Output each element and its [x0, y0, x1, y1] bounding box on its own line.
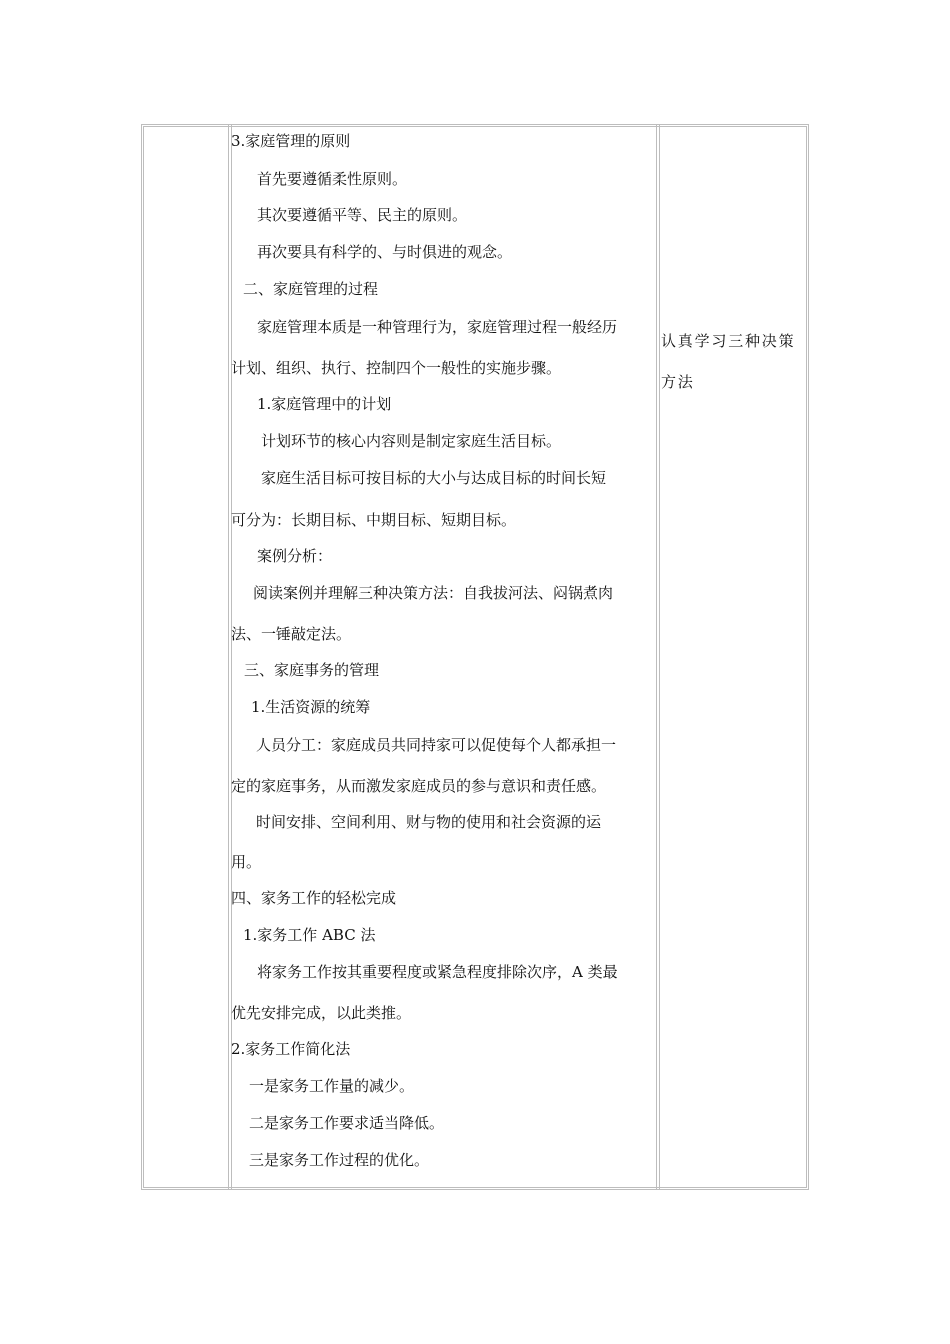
case-analysis-label: 案例分析： — [257, 547, 333, 565]
paragraph-line: 人员分工：家庭成员共同持家可以促使每个人都承担一 — [256, 736, 617, 754]
paragraph-line: 用。 — [231, 853, 262, 871]
column-divider-right — [656, 124, 660, 1190]
paragraph-line: 法、一锤敲定法。 — [231, 625, 352, 643]
paragraph-line: 家庭生活目标可按目标的大小与达成目标的时间长短 — [261, 469, 607, 487]
paragraph-line: 计划环节的核心内容则是制定家庭生活目标。 — [261, 432, 562, 450]
subheading-resources: 1.生活资源的统筹 — [251, 698, 371, 716]
paragraph-line: 其次要遵循平等、民主的原则。 — [257, 206, 468, 224]
column-divider-left — [228, 124, 232, 1190]
section-heading-process: 二、家庭管理的过程 — [243, 280, 379, 298]
paragraph-line: 二是家务工作要求适当降低。 — [249, 1114, 445, 1132]
note-line: 认真学习三种决策 — [661, 332, 796, 350]
paragraph-line: 计划、组织、执行、控制四个一般性的实施步骤。 — [231, 359, 562, 377]
subheading-simplification: 2.家务工作简化法 — [231, 1040, 351, 1058]
paragraph-line: 可分为：长期目标、中期目标、短期目标。 — [231, 511, 517, 529]
paragraph-line: 阅读案例并理解三种决策方法：自我拔河法、闷锅煮肉 — [253, 584, 614, 602]
paragraph-line: 首先要遵循柔性原则。 — [257, 170, 408, 188]
paragraph-line: 将家务工作按其重要程度或紧急程度排除次序，A 类最 — [257, 963, 618, 981]
paragraph-line: 再次要具有科学的、与时俱进的观念。 — [257, 243, 513, 261]
paragraph-line: 时间安排、空间利用、财与物的使用和社会资源的运 — [256, 813, 602, 831]
section-heading-affairs: 三、家庭事务的管理 — [244, 661, 380, 679]
note-line: 方法 — [661, 373, 695, 391]
lesson-table — [141, 124, 809, 1190]
paragraph-line: 定的家庭事务，从而激发家庭成员的参与意识和责任感。 — [231, 777, 607, 795]
heading-principles: 3.家庭管理的原则 — [231, 132, 351, 150]
paragraph-line: 家庭管理本质是一种管理行为，家庭管理过程一般经历 — [257, 318, 618, 336]
section-heading-housework: 四、家务工作的轻松完成 — [231, 889, 397, 907]
paragraph-line: 三是家务工作过程的优化。 — [249, 1151, 430, 1169]
paragraph-line: 优先安排完成，以此类推。 — [231, 1004, 412, 1022]
subheading-planning: 1.家庭管理中的计划 — [257, 395, 392, 413]
paragraph-line: 一是家务工作量的减少。 — [249, 1077, 415, 1095]
subheading-abc-method: 1.家务工作 ABC 法 — [243, 926, 376, 944]
